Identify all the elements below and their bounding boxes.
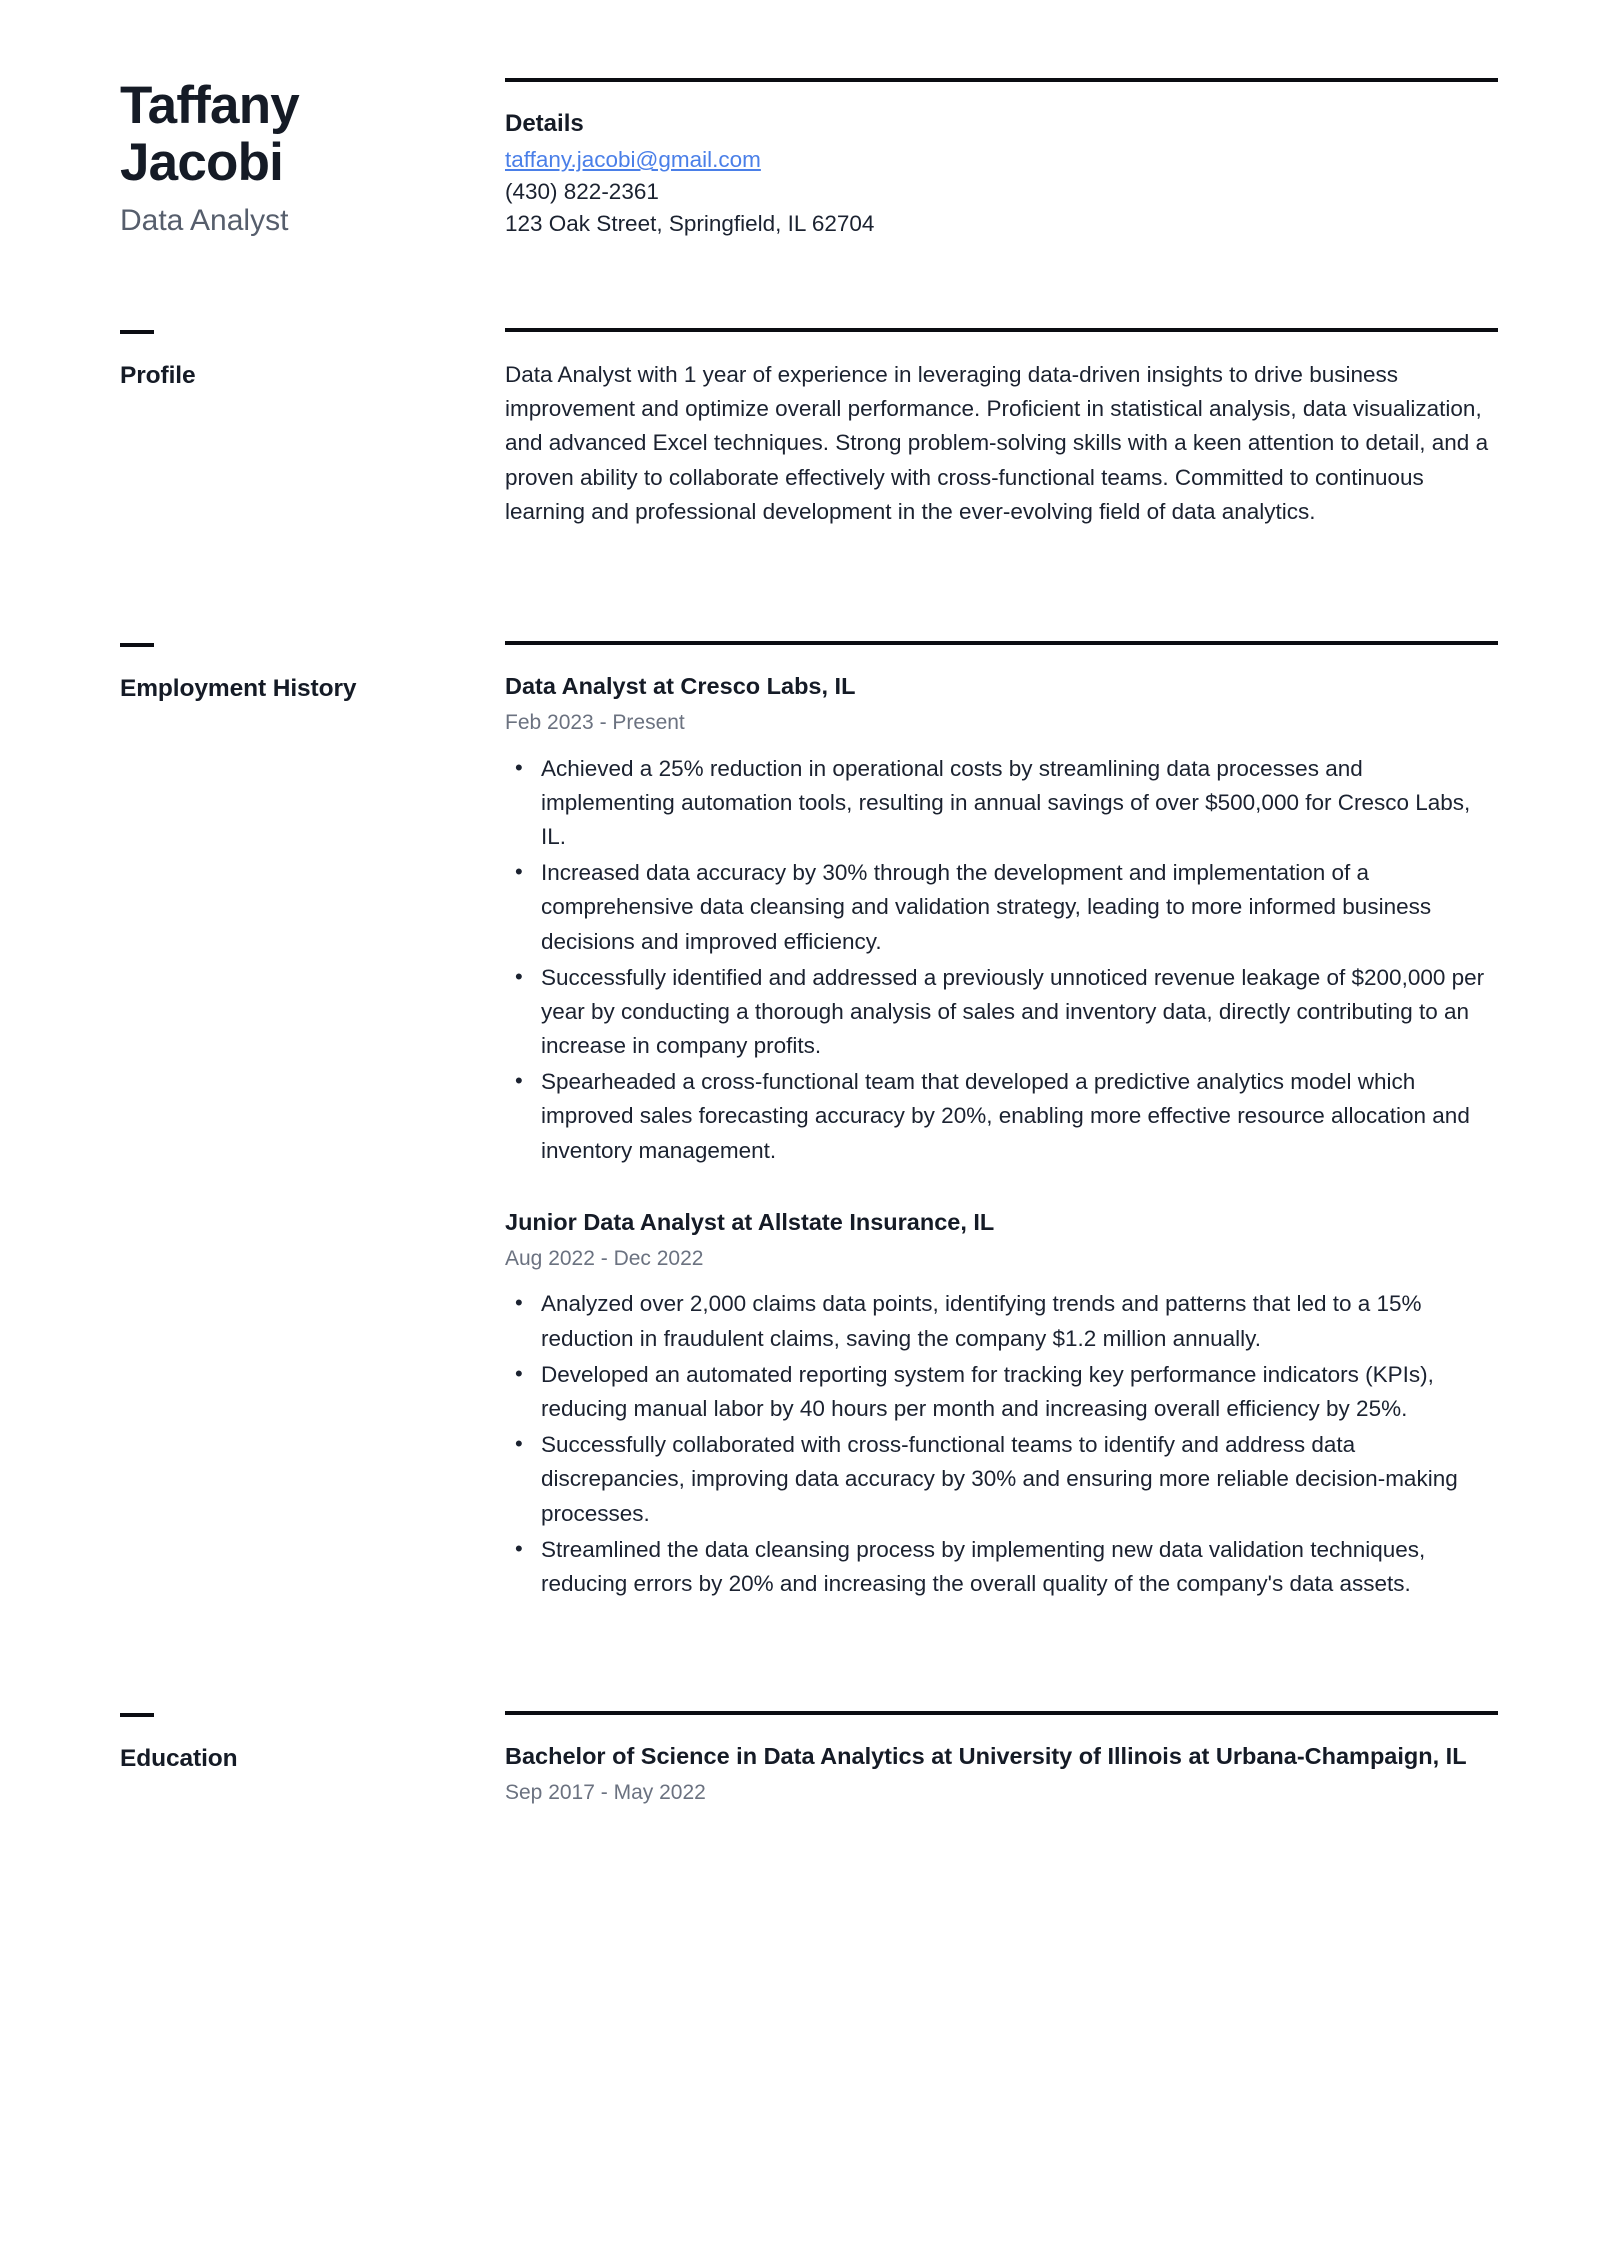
- details-email-line: [505, 144, 1498, 176]
- entry-title: Data Analyst at Cresco Labs, IL: [505, 672, 856, 699]
- profile-section: [0, 328, 1600, 529]
- employment-dash-icon: [120, 643, 154, 647]
- entry-date: Aug 2022 - Dec 2022: [505, 1247, 704, 1271]
- education-section: [0, 1711, 1600, 1808]
- entry-bullet: • Developed an automated reporting system for tracking key performance indicators (KPIs), reducing manual labor by 40 hours per month and increasing overall efficiency by 25%.: [541, 1358, 1498, 1426]
- entry-bullet-list: [505, 752, 1498, 1168]
- entry-date: Feb 2023 - Present: [505, 711, 685, 735]
- entry-title: Junior Data Analyst at Allstate Insurance, IL: [505, 1208, 995, 1235]
- profile-dash-icon: [120, 330, 154, 334]
- entry-item: [505, 671, 1498, 1168]
- employment-section-label: Employment History: [120, 674, 357, 702]
- education-section-label: Education: [120, 1745, 238, 1773]
- last-name: Jacobi: [120, 132, 284, 192]
- details-section: [505, 78, 1498, 240]
- employment-label-column: [120, 641, 505, 705]
- header-identity: [120, 78, 505, 240]
- profile-section-label: Profile: [120, 362, 196, 389]
- entry-bullet: • Streamlined the data cleansing process by implementing new data validation techniques, reducing errors by 20% and increasing the overall quality of the company's data assets.: [541, 1533, 1498, 1601]
- first-name: Taffany: [120, 76, 299, 135]
- entry-item: [505, 1741, 1498, 1808]
- profile-label-column: [120, 328, 505, 392]
- details-rule: [505, 78, 1498, 82]
- entry-bullet: • Achieved a 25% reduction in operational costs by streamlining data processes and implementing automation tools, resulting in annual savings of over $500,000 for Cresco Labs, IL.: [541, 752, 1498, 855]
- profile-rule: [505, 328, 1498, 332]
- details-phone: (430) 822-2361: [505, 179, 659, 205]
- details-heading: Details: [505, 110, 584, 137]
- employment-rule: [505, 641, 1498, 645]
- entry-item: [505, 1207, 1498, 1601]
- entry-date: Sep 2017 - May 2022: [505, 1781, 706, 1805]
- header-section: [0, 0, 1600, 240]
- education-dash-icon: [120, 1713, 154, 1717]
- candidate-job-title: Data Analyst: [120, 204, 289, 238]
- entry-bullet: • Successfully collaborated with cross-functional teams to identify and address data discrepancies, improving data accuracy by 30% and ensuring more reliable decision-making processes.: [541, 1428, 1498, 1531]
- employment-entry-list: [505, 671, 1498, 1601]
- details-address: 123 Oak Street, Springfield, IL 62704: [505, 211, 875, 237]
- entry-bullet: • Successfully identified and addressed a previously unnoticed revenue leakage of $200,000 per year by conducting a thorough analysis of sales and inventory data, directly contributing to an increase in company profits.: [541, 961, 1498, 1064]
- entry-title: Bachelor of Science in Data Analytics at University of Illinois at Urbana-Champaign, IL: [505, 1743, 1467, 1770]
- employment-section: [0, 641, 1600, 1603]
- education-label-column: [120, 1711, 505, 1775]
- education-rule: [505, 1711, 1498, 1715]
- profile-content: [505, 328, 1498, 529]
- education-content: [505, 1711, 1498, 1808]
- entry-bullet: • Analyzed over 2,000 claims data points, identifying trends and patterns that led to a 15% reduction in fraudulent claims, saving the company $1.2 million annually.: [541, 1287, 1498, 1355]
- employment-content: [505, 641, 1498, 1603]
- entry-bullet-list: [505, 1287, 1498, 1601]
- email-link[interactable]: taffany.jacobi@gmail.com: [505, 147, 761, 173]
- candidate-name: [120, 78, 465, 191]
- education-entry-list: [505, 1741, 1498, 1808]
- entry-bullet: • Increased data accuracy by 30% through the development and implementation of a comprehensive data cleansing and validation strategy, leading to more informed business decisions and improved efficiency.: [541, 856, 1498, 959]
- profile-text: Data Analyst with 1 year of experience in leveraging data-driven insights to drive business improvement and optimize overall performance. Proficient in statistical analysis, data visualization, and advanced Excel techniques. Strong problem-solving skills with a keen attention to detail, and a proven ability to collaborate effectively with cross-functional teams. Committed to continuous learning and professional development in the ever-evolving field of data analytics.: [505, 362, 1489, 524]
- entry-bullet: • Spearheaded a cross-functional team that developed a predictive analytics model which improved sales forecasting accuracy by 20%, enabling more effective resource allocation and inventory management.: [541, 1065, 1498, 1168]
